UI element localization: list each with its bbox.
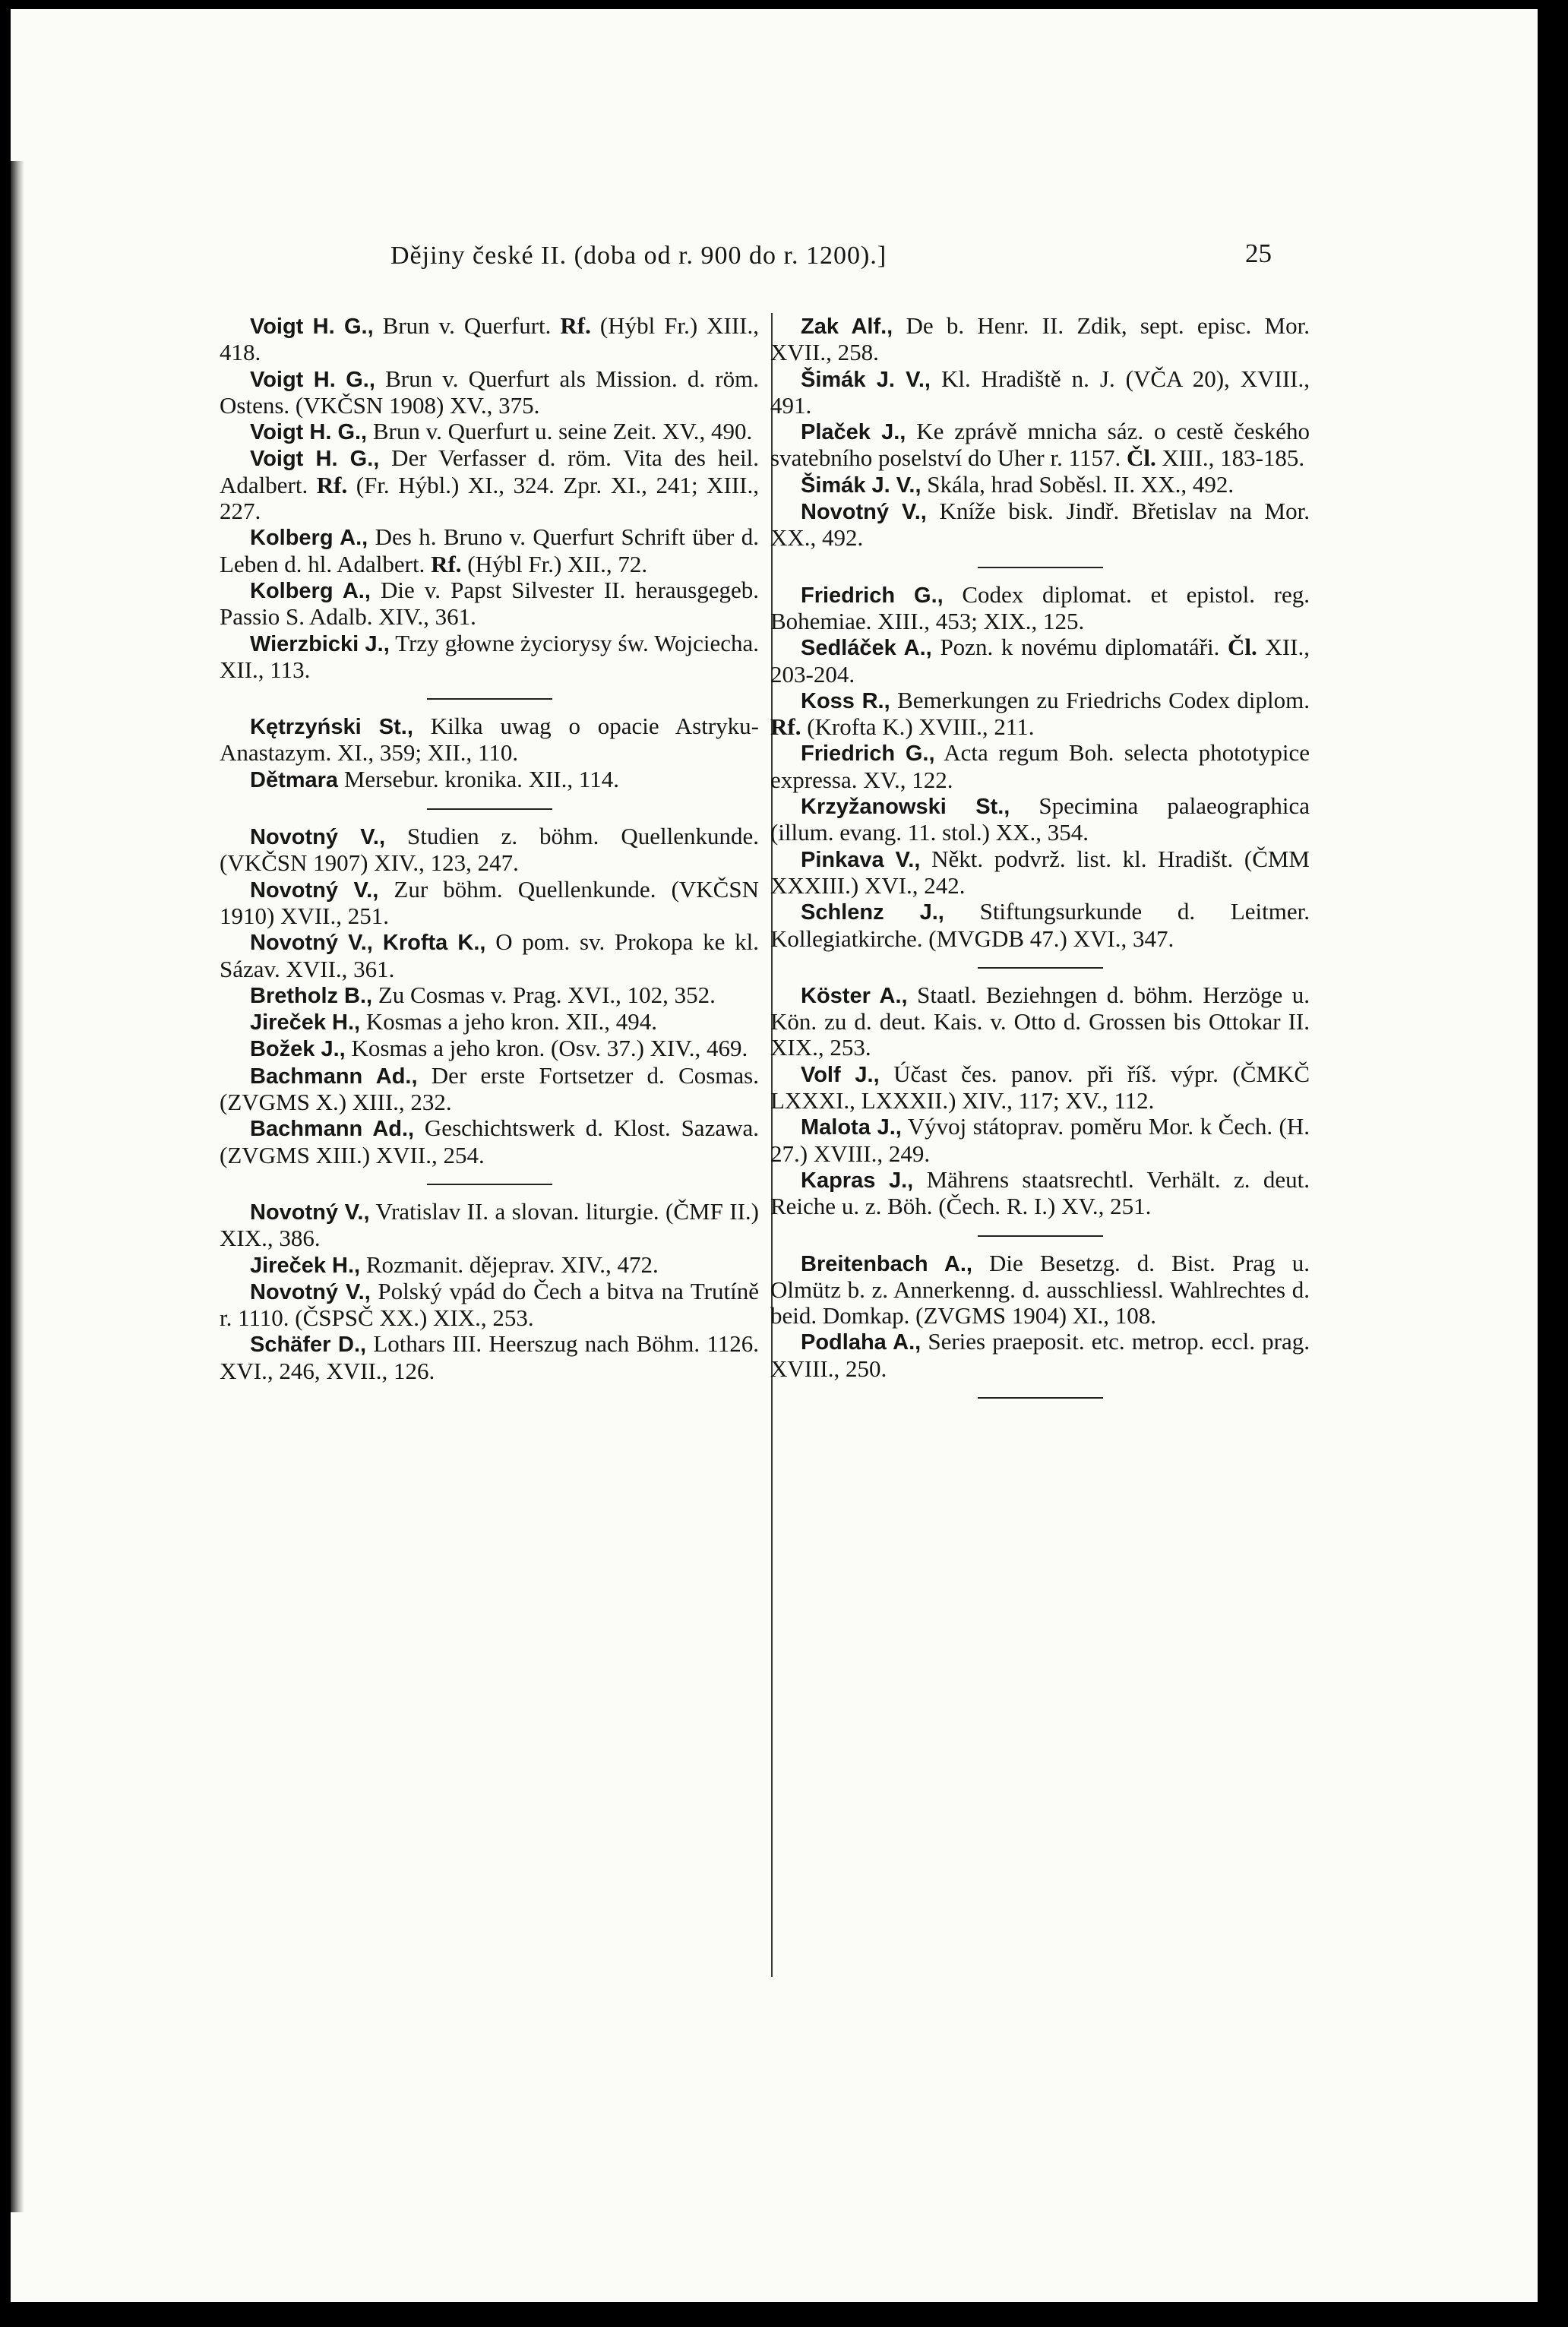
bibliography-entry	[770, 498, 1310, 552]
entry-author: Novotný V.,	[250, 1200, 370, 1225]
bibliography-entry	[220, 313, 759, 366]
bibliography-entry	[220, 1331, 759, 1384]
bibliography-entry	[220, 1035, 759, 1062]
bibliography-entry	[770, 740, 1310, 793]
entry-text: Kilka uwag o opacie Astryku-Anastazym. XI., 359; XII., 110.	[220, 713, 760, 767]
section-divider-rule	[978, 567, 1103, 568]
entry-text: Series praeposit. etc. metrop. eccl. prag. XVIII., 250.	[770, 1328, 1310, 1382]
bibliography-entry	[220, 1009, 759, 1035]
entry-text: Mährens staatsrechtl. Verhält. z. deut. Reiche u. z. Böh. (Čech. R. I.) XV., 251.	[770, 1165, 1310, 1220]
entry-author: Bachmann Ad.,	[250, 1064, 418, 1089]
bibliography-entry	[770, 899, 1310, 952]
entry-author: Krzyžanowski St.,	[801, 795, 1010, 820]
entry-text: Rozmanit. dějeprav. XIV., 472.	[360, 1250, 659, 1278]
entry-text-continued: XIII., 183-185.	[1155, 444, 1305, 472]
entry-author: Kolberg A.,	[250, 578, 371, 603]
entry-text-continued: (Fr. Hýbl.) XI., 324. Zpr. XI., 241; XIII., 227.	[220, 471, 759, 525]
entry-author: Schlenz J.,	[801, 900, 944, 925]
bibliography-entry	[220, 982, 759, 1009]
entry-text: Geschichtswerk d. Klost. Sazawa. (ZVGMS XIII.) XVII., 254.	[220, 1114, 759, 1168]
bibliography-entry	[770, 1114, 1310, 1167]
entry-abbreviation: Čl.	[1228, 634, 1257, 661]
bibliography-entry	[220, 824, 759, 877]
entry-author: Voigt H. G.,	[250, 367, 375, 392]
bibliography-entry	[220, 1115, 759, 1168]
entry-text: Specimina palaeographica (illum. evang. 11. stol.) XX., 354.	[770, 792, 1310, 846]
entry-abbreviation: Čl.	[1126, 444, 1156, 472]
entry-text: Ke zprávě mnicha sáz. o cestě českého svatebního poselství do Uher r. 1157.	[770, 418, 1310, 472]
entry-author: Novotný V.,	[250, 825, 386, 850]
bibliography-entry	[770, 634, 1310, 688]
entry-author: Wierzbicki J.,	[250, 631, 390, 656]
bibliography-entry	[770, 846, 1310, 899]
entry-author: Dětmara	[250, 767, 339, 792]
entry-author: Koss R.,	[801, 688, 890, 713]
bibliography-entry	[770, 472, 1310, 498]
entry-author: Kapras J.,	[801, 1168, 914, 1193]
section-divider-rule	[427, 698, 552, 700]
bibliography-entry	[770, 1250, 1310, 1329]
entry-author: Jireček H.,	[250, 1010, 361, 1035]
entry-abbreviation: Rf.	[560, 312, 591, 339]
entry-text: Kosmas a jeho kron. (Osv. 37.) XIV., 469.	[345, 1035, 748, 1062]
entry-author: Novotný V.,	[250, 1279, 371, 1304]
entry-text: Polský vpád do Čech a bitva na Trutíně r. 1110. (ČSPSČ XX.) XIX., 253.	[220, 1277, 759, 1332]
bibliography-entry	[770, 688, 1310, 741]
entry-text: Der Verfasser d. röm. Vita des heil. Adalbert.	[220, 444, 759, 498]
scanned-page	[11, 9, 1538, 2302]
entry-text: Kníže bisk. Jindř. Břetislav na Mor. XX., 492.	[770, 498, 1310, 552]
bibliography-entry	[220, 713, 759, 767]
section-divider-rule	[427, 808, 552, 810]
entry-text: Stiftungsurkunde d. Leitmer. Kollegiatkirche. (MVGDB 47.) XVI., 347.	[770, 898, 1310, 952]
bibliography-entry	[220, 524, 759, 577]
bibliography-entry	[220, 1279, 759, 1332]
entry-author: Novotný V., Krofta K.,	[250, 931, 486, 956]
entry-text: Zur böhm. Quellenkunde. (VKČSN 1910) XVII., 251.	[220, 875, 759, 929]
entry-author: Volf J.,	[801, 1062, 880, 1087]
entry-text: Mersebur. kronika. XII., 114.	[338, 765, 619, 792]
entry-text: Der erste Fortsetzer d. Cosmas. (ZVGMS X.) XIII., 232.	[220, 1061, 759, 1116]
section-divider-rule	[978, 1397, 1103, 1399]
entry-author: Božek J.,	[250, 1037, 346, 1062]
entry-author: Kętrzyński St.,	[250, 715, 413, 740]
right-column	[770, 313, 1310, 1412]
entry-text: Zu Cosmas v. Prag. XVI., 102, 352.	[372, 981, 716, 1008]
entry-author: Plaček J.,	[801, 420, 906, 445]
entry-text: Kosmas a jeho kron. XII., 494.	[360, 1008, 657, 1035]
bibliography-entry	[220, 1199, 759, 1252]
entry-text: Skála, hrad Soběsl. II. XX., 492.	[921, 470, 1234, 498]
entry-abbreviation: Rf.	[316, 471, 348, 498]
entry-author: Šimák J. V.,	[801, 367, 931, 392]
bibliography-entry	[220, 929, 759, 982]
entry-author: Zak Alf.,	[801, 315, 893, 339]
entry-text: Die v. Papst Silvester II. herausgegeb. Passio S. Adalb. XIV., 361.	[220, 576, 759, 631]
bibliography-entry	[770, 366, 1310, 419]
entry-text: Studien z. böhm. Quellenkunde. (VKČSN 1907) XIV., 123, 247.	[220, 823, 759, 877]
entry-author: Friedrich G.,	[801, 583, 944, 608]
entry-author: Bretholz B.,	[250, 983, 373, 1008]
entry-text: Brun v. Querfurt u. seine Zeit. XV., 490.	[367, 418, 753, 445]
entry-text: Brun v. Querfurt.	[373, 312, 561, 339]
entry-text: Acta regum Boh. selecta phototypice expressa. XV., 122.	[770, 739, 1310, 793]
entry-author: Bachmann Ad.,	[250, 1117, 415, 1142]
bibliography-entry	[770, 982, 1310, 1061]
entry-text-continued: (Hýbl Fr.) XII., 72.	[461, 550, 648, 577]
bibliography-entry	[770, 1061, 1310, 1114]
entry-text: Brun v. Querfurt als Mission. d. röm. Ostens. (VKČSN 1908) XV., 375.	[220, 365, 759, 419]
entry-text: Vývoj státoprav. poměru Mor. k Čech. (H. 27.) XVIII., 249.	[770, 1113, 1310, 1167]
entry-author: Novotný V.,	[801, 500, 927, 525]
bibliography-entry	[770, 793, 1310, 846]
bibliography-entry	[220, 767, 759, 793]
entry-text: Někt. podvrž. list. kl. Hradišt. (ČMM XXXIII.) XVI., 242.	[770, 845, 1310, 899]
entry-text: Pozn. k novému diplomatáři.	[931, 634, 1228, 661]
entry-author: Friedrich G.,	[801, 741, 935, 767]
bibliography-entry	[220, 419, 759, 445]
bibliography-entry	[220, 877, 759, 930]
entry-text: Die Besetzg. d. Bist. Prag u. Olmütz b. z. Annerkenng. d. ausschliessl. Wahlrechtes d. beid. Domkap. (ZVGMS 1904) XI., 108.	[770, 1249, 1310, 1329]
section-divider-rule	[427, 1184, 552, 1185]
bibliography-entry	[770, 1167, 1310, 1220]
entry-author: Pinkava V.,	[801, 847, 921, 872]
entry-text: O pom. sv. Prokopa ke kl. Sázav. XVII., 361.	[220, 928, 759, 982]
entry-author: Malota J.,	[801, 1115, 902, 1140]
entry-abbreviation: Rf.	[431, 550, 462, 577]
entry-abbreviation: Rf.	[770, 713, 801, 741]
running-title: Dějiny české II. (doba od r. 900 do r. 1200).]	[390, 242, 887, 270]
entry-author: Kolberg A.,	[250, 526, 368, 551]
entry-author: Novotný V.,	[250, 877, 379, 903]
bibliography-entry	[770, 419, 1310, 472]
entry-author: Jireček H.,	[250, 1253, 361, 1278]
entry-author: Köster A.,	[801, 983, 908, 1008]
section-divider-rule	[978, 1235, 1103, 1237]
bibliography-entry	[770, 582, 1310, 635]
entry-author: Voigt H. G.,	[250, 315, 374, 339]
entry-text: De b. Henr. II. Zdik, sept. episc. Mor. XVII., 258.	[770, 312, 1310, 366]
entry-author: Šimák J. V.,	[801, 473, 922, 498]
entry-text: Des h. Bruno v. Querfurt Schrift über d. Leben d. hl. Adalbert.	[220, 523, 759, 577]
bibliography-entry	[770, 1329, 1310, 1382]
entry-text: Staatl. Beziehngen d. böhm. Herzöge u. Kön. zu d. deut. Kais. v. Otto d. Grossen bis Ottokar II. XIX., 253.	[770, 981, 1310, 1061]
entry-text: Účast čes. panov. při říš. výpr. (ČMKČ LXXXI., LXXXII.) XIV., 117; XV., 112.	[770, 1060, 1310, 1114]
page-number: 25	[1245, 239, 1272, 268]
bibliography-entry	[220, 631, 759, 684]
entry-text-continued: (Hýbl Fr.) XIII., 418.	[220, 312, 760, 366]
bibliography-entry	[220, 577, 759, 631]
entry-text-continued: XII., 203-204.	[770, 634, 1310, 688]
entry-text: Lothars III. Heerszug nach Böhm. 1126. XVI., 246, XVII., 126.	[220, 1330, 760, 1384]
left-column	[220, 313, 759, 1384]
entry-author: Podlaha A.,	[801, 1330, 922, 1355]
entry-text: Kl. Hradiště n. J. (VČA 20), XVIII., 491.	[770, 365, 1310, 419]
scan-binding-edge	[11, 161, 24, 2212]
entry-text: Bemerkungen zu Friedrichs Codex diplom.	[890, 686, 1310, 713]
entry-text: Vratislav II. a slovan. liturgie. (ČMF II.) XIX., 386.	[220, 1197, 759, 1252]
entry-author: Sedláček A.,	[801, 636, 932, 661]
section-divider-rule	[978, 967, 1103, 969]
entry-text: Trzy głowne życiorysy św. Wojciecha. XII., 113.	[220, 629, 759, 683]
entry-author: Voigt H. G.,	[250, 447, 380, 472]
entry-text: Codex diplomat. et epistol. reg. Bohemiae. XIII., 453; XIX., 125.	[770, 580, 1310, 634]
entry-author: Voigt H. G.,	[250, 420, 368, 445]
bibliography-entry	[220, 1252, 759, 1279]
entry-author: Schäfer D.,	[250, 1333, 367, 1358]
bibliography-entry	[220, 1063, 759, 1116]
bibliography-entry	[770, 313, 1310, 366]
bibliography-entry	[220, 366, 759, 419]
entry-author: Breitenbach A.,	[801, 1251, 972, 1276]
bibliography-entry	[220, 445, 759, 524]
entry-text-continued: (Krofta K.) XVIII., 211.	[801, 713, 1035, 741]
